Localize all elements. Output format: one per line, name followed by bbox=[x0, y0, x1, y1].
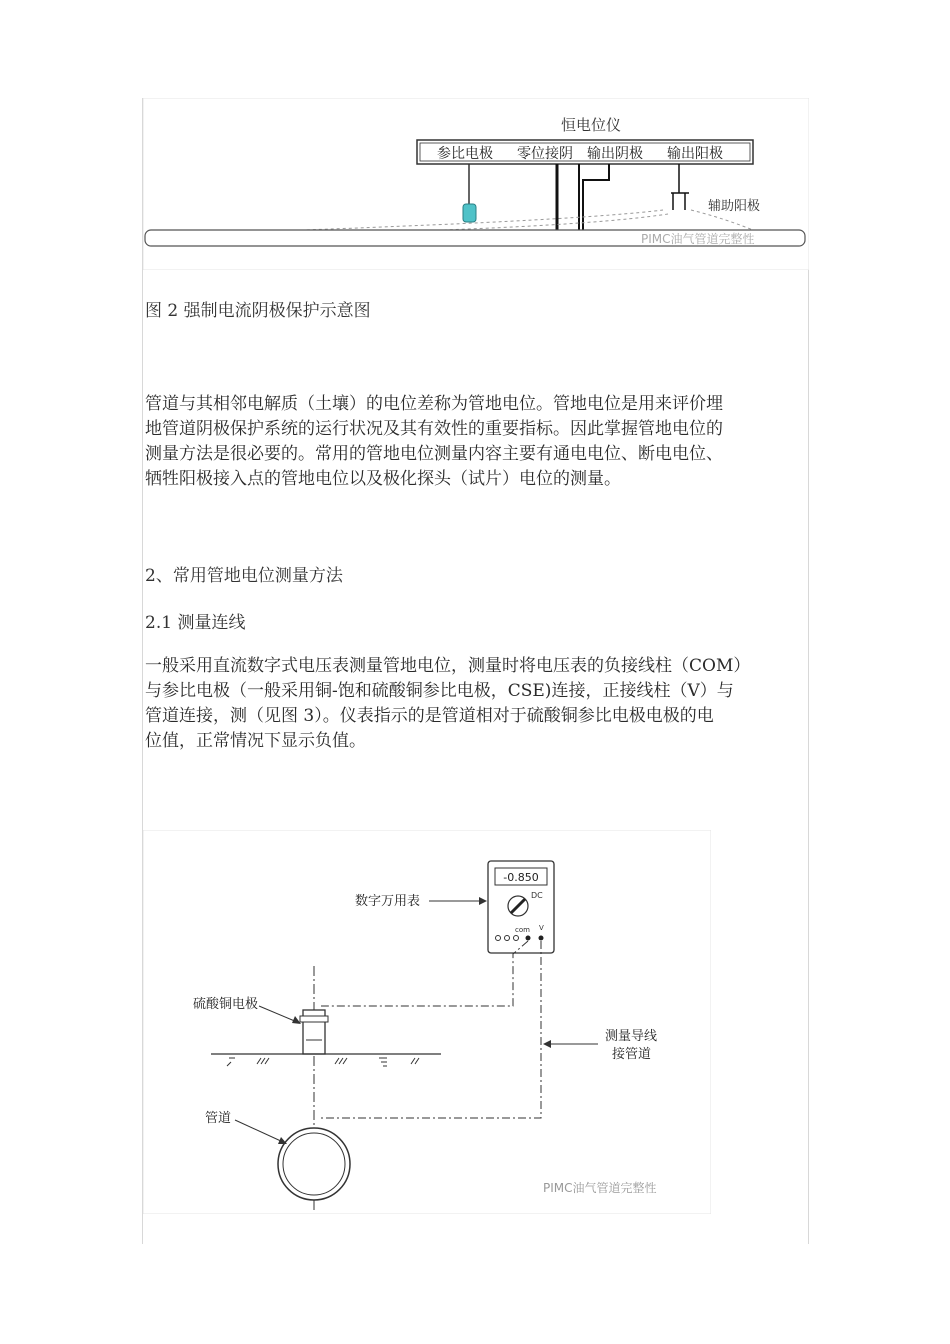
paragraph2-line: 位值，正常情况下显示负值。 bbox=[145, 731, 366, 751]
paragraph2-line: 一般采用直流数字式电压表测量管地电位，测量时将电压表的负接线柱（COM） bbox=[145, 656, 751, 676]
meter-reading: -0.850 bbox=[503, 871, 539, 884]
meter-mode: DC bbox=[531, 891, 543, 900]
lead-label-line2: 接管道 bbox=[612, 1047, 652, 1062]
reference-electrode-cylinder bbox=[463, 204, 476, 222]
paragraph1-line: 管道与其相邻电解质（土壤）的电位差称为管地电位。管地电位是用来评价埋 bbox=[145, 394, 723, 414]
subsection-heading-wiring: 2.1 测量连线 bbox=[145, 613, 246, 633]
paragraph1-line: 牺牲阳极接入点的管地电位以及极化探头（试片）电位的测量。 bbox=[145, 469, 621, 489]
paragraph1-line: 地管道阴极保护系统的运行状况及其有效性的重要指标。因此掌握管地电位的 bbox=[145, 419, 723, 439]
meter-port bbox=[505, 936, 510, 941]
electrode-label: 硫酸铜电极 bbox=[193, 997, 259, 1012]
multimeter-label: 数字万用表 bbox=[355, 894, 421, 909]
section-heading-measurement-methods: 2、常用管地电位测量方法 bbox=[145, 566, 343, 586]
lead-label-line1: 测量导线 bbox=[605, 1029, 658, 1044]
paragraph1-line: 测量方法是很必要的。常用的管地电位测量内容主要有通电电位、断电电位、 bbox=[145, 444, 723, 464]
pipe-cross-section bbox=[278, 1128, 350, 1200]
terminal-reference-electrode: 参比电极 bbox=[437, 146, 493, 162]
figure-measurement-wiring bbox=[143, 830, 711, 1214]
meter-v-label: V bbox=[539, 924, 544, 932]
meter-port bbox=[514, 936, 519, 941]
figure2-watermark: PIMC油气管道完整性 bbox=[543, 1181, 657, 1195]
meter-com-label: com bbox=[515, 926, 530, 934]
terminal-output-cathode: 输出阴极 bbox=[587, 146, 643, 162]
device-title: 恒电位仪 bbox=[560, 116, 622, 134]
paragraph-pipe-to-soil-potential bbox=[145, 392, 805, 492]
paragraph-measurement-wiring bbox=[145, 654, 805, 754]
paragraph2-line: 管道连接，测（见图 3）。仪表指示的是管道相对于硫酸铜参比电极电极的电 bbox=[145, 706, 714, 726]
terminal-output-anode: 输出阳极 bbox=[667, 146, 723, 162]
meter-port bbox=[496, 936, 501, 941]
meter-port-com bbox=[526, 936, 531, 941]
figure-impressed-current-schematic bbox=[143, 98, 809, 270]
paragraph2-line: 与参比电极（一般采用铜-饱和硫酸铜参比电极，CSE)连接，正接线柱（V）与 bbox=[145, 681, 734, 701]
auxiliary-anode-label: 辅助阳极 bbox=[708, 199, 761, 214]
figure1-watermark: PIMC油气管道完整性 bbox=[641, 232, 755, 246]
pipe-label: 管道 bbox=[205, 1111, 232, 1126]
figure1-caption: 图 2 强制电流阴极保护示意图 bbox=[145, 301, 371, 321]
terminal-zero-cathode: 零位接阴 bbox=[517, 146, 573, 162]
meter-port-v bbox=[539, 936, 544, 941]
